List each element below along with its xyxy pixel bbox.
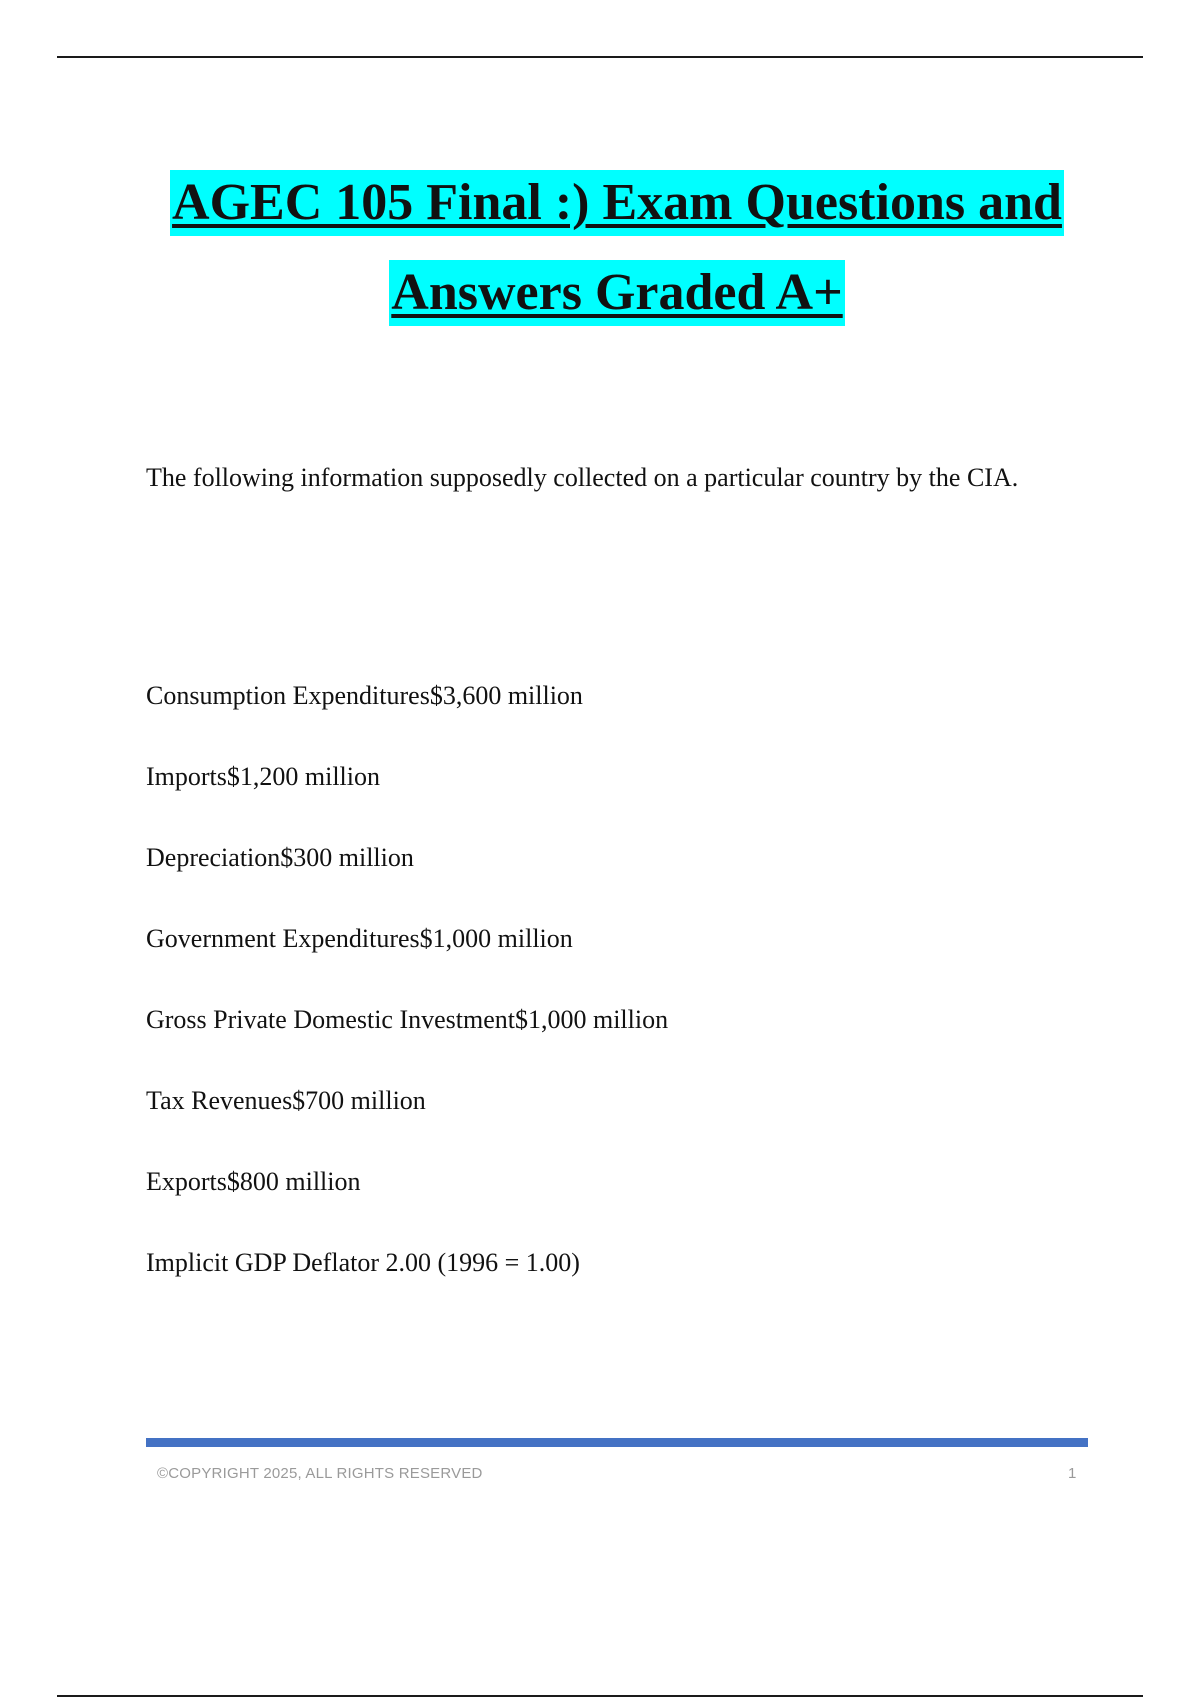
page-number: 1 xyxy=(1068,1465,1077,1482)
footer-bar xyxy=(146,1438,1088,1447)
footer-copyright: ©COPYRIGHT 2025, ALL RIGHTS RESERVED xyxy=(157,1465,483,1482)
list-item: Exports$800 million xyxy=(146,1167,361,1196)
list-item: Implicit GDP Deflator 2.00 (1996 = 1.00) xyxy=(146,1248,580,1277)
top-rule xyxy=(57,56,1143,58)
intro-paragraph: The following information supposedly collected on a particular country by the CIA. xyxy=(146,463,1019,492)
title-line-1: AGEC 105 Final :) Exam Questions and xyxy=(170,170,1064,236)
list-item: Gross Private Domestic Investment$1,000 million xyxy=(146,1005,669,1034)
list-item: Consumption Expenditures$3,600 million xyxy=(146,681,583,710)
title-line-2: Answers Graded A+ xyxy=(389,260,844,326)
list-item: Depreciation$300 million xyxy=(146,843,414,872)
document-title xyxy=(57,170,1177,326)
data-list xyxy=(146,672,1076,1320)
list-item: Government Expenditures$1,000 million xyxy=(146,924,573,953)
list-item: Imports$1,200 million xyxy=(146,762,380,791)
bottom-rule xyxy=(57,1695,1143,1697)
list-item: Tax Revenues$700 million xyxy=(146,1086,426,1115)
